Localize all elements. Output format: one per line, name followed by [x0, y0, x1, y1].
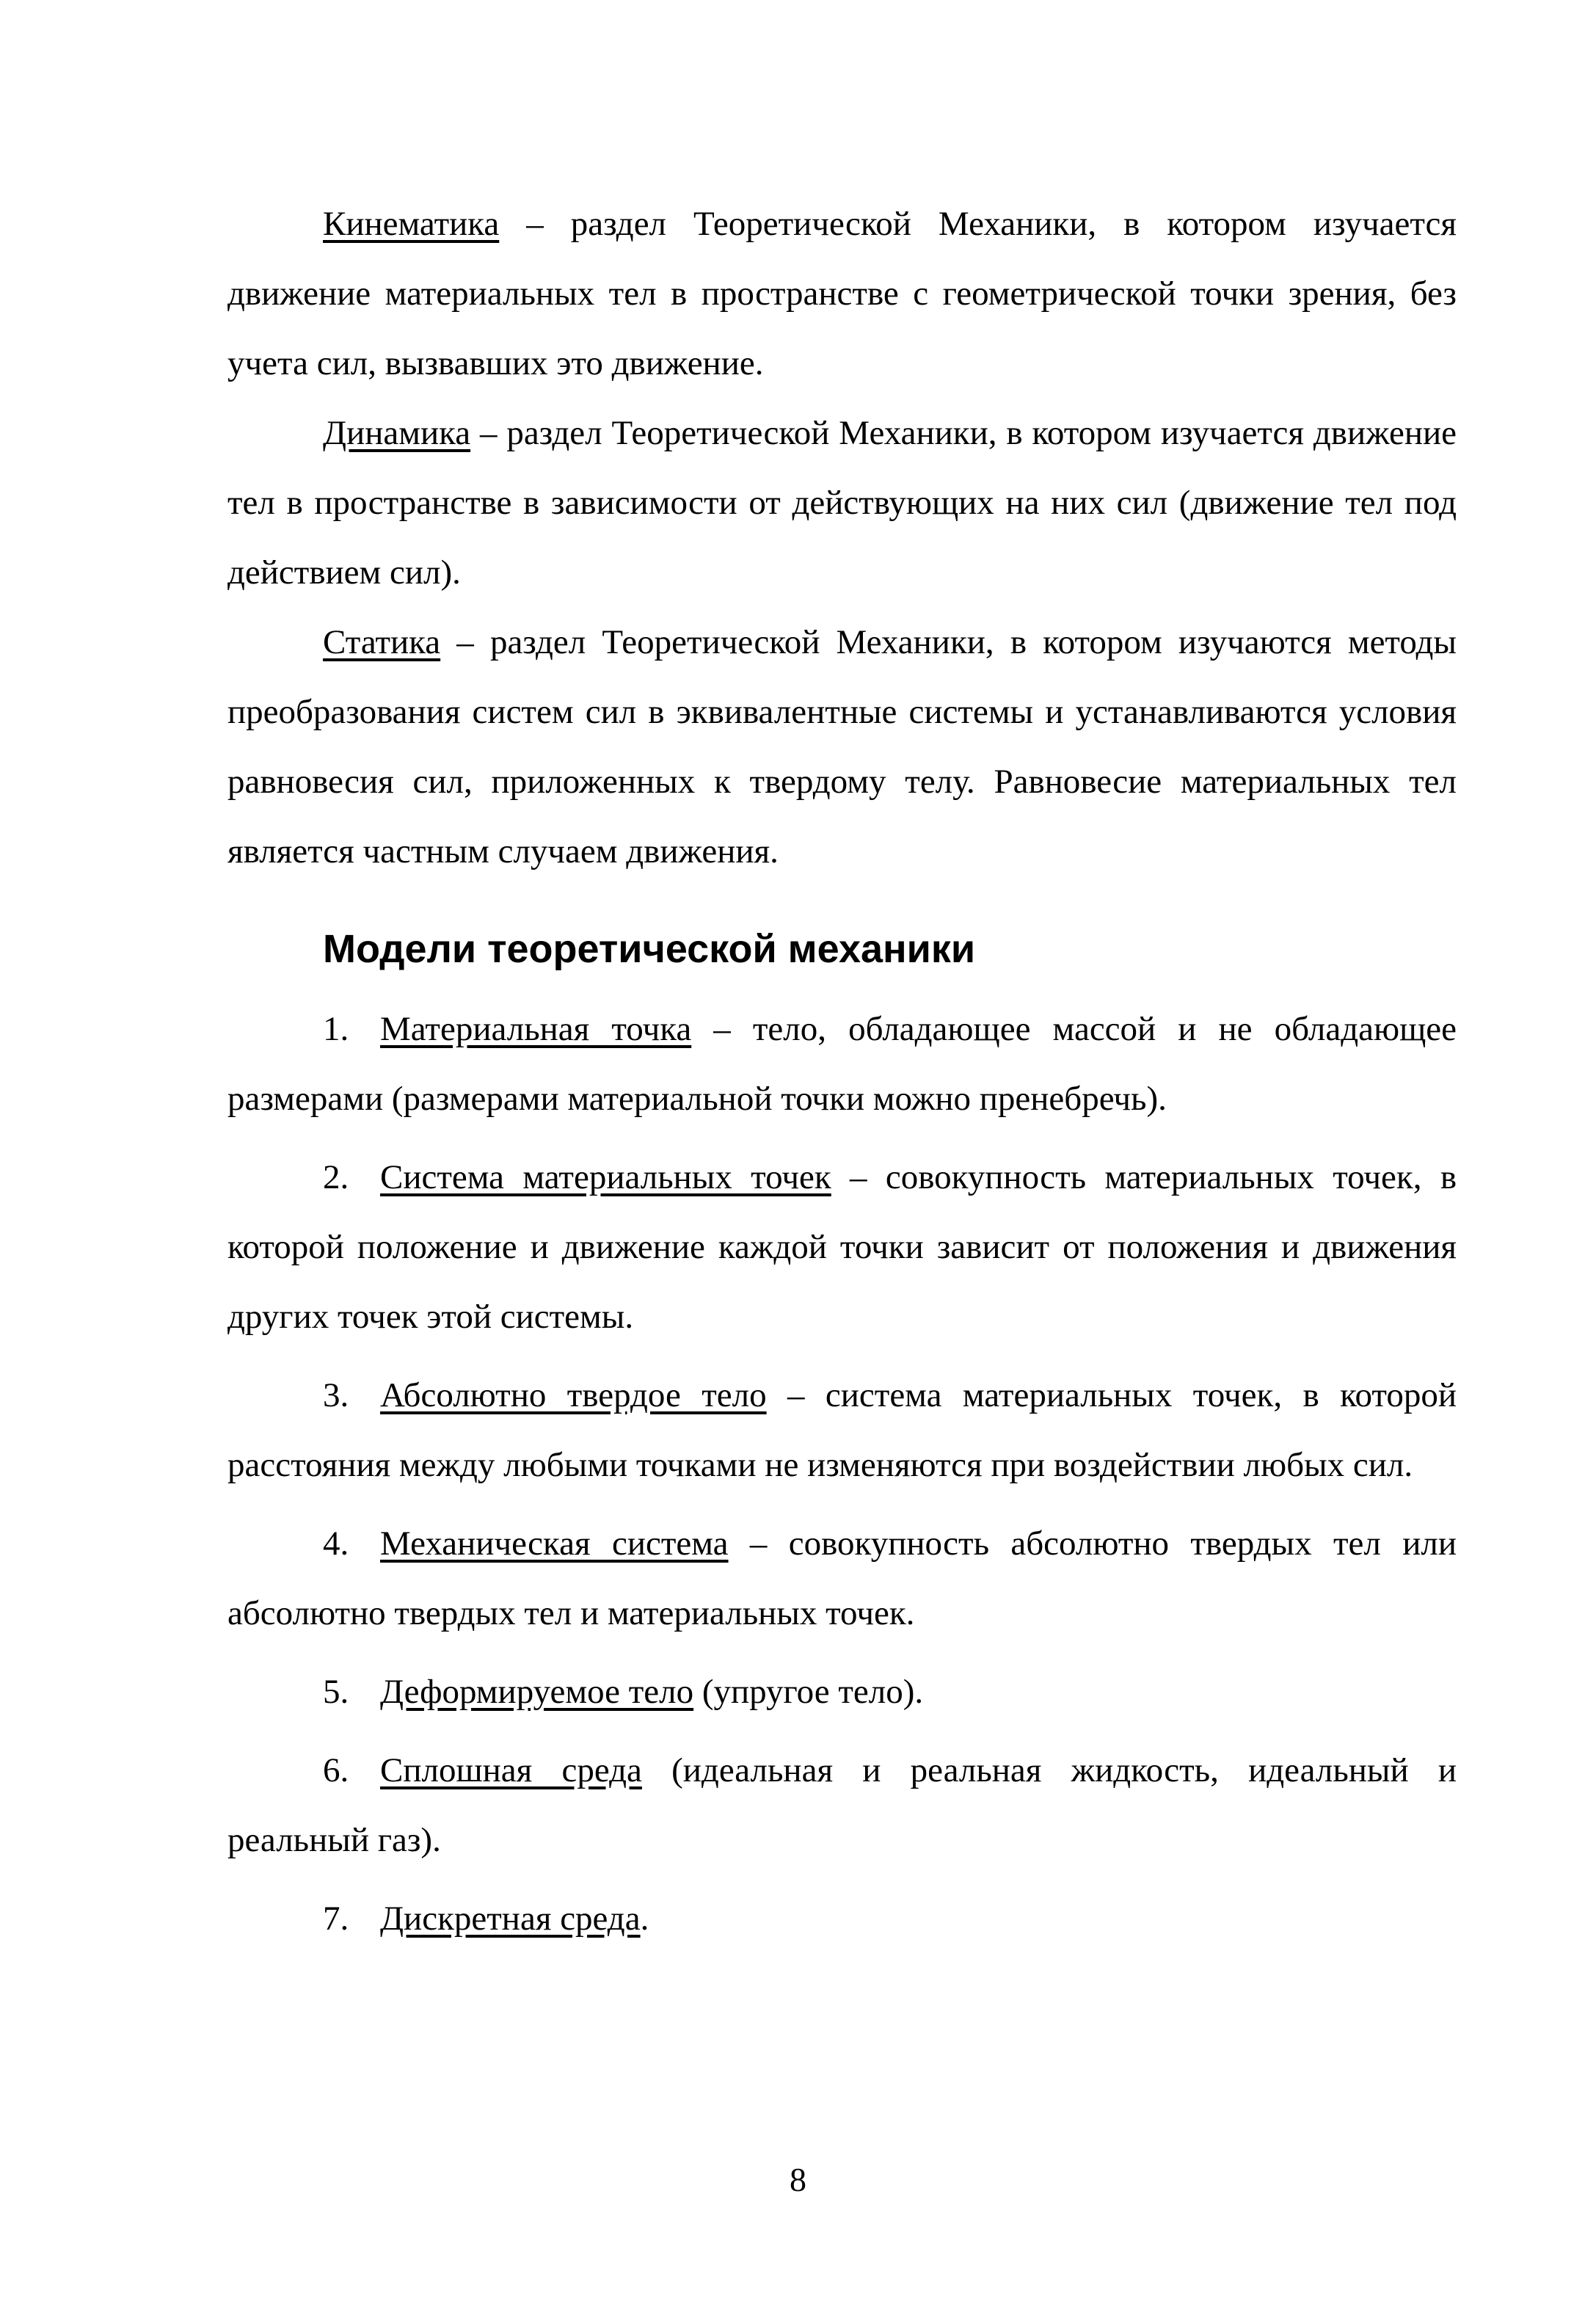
term-material-point: Материальная точка: [380, 1010, 692, 1048]
list-item-material-point: [227, 995, 1457, 1134]
list-item-text: (упругое тело).: [693, 1673, 924, 1711]
list-item-deformable-body: [227, 1657, 1457, 1727]
term-deformable-body: Деформируемое тело: [380, 1673, 694, 1711]
paragraph-kinematics: [227, 189, 1457, 399]
term-kinematics: Кинематика: [323, 205, 500, 243]
list-item-discrete-medium: [227, 1884, 1457, 1954]
list-number: 7.: [323, 1900, 349, 1938]
term-mechanical-system: Механическая система: [380, 1524, 729, 1563]
term-system-of-points: Система материальных точек: [380, 1158, 831, 1196]
list-item-system-of-points: [227, 1143, 1457, 1352]
page-number: 8: [790, 2161, 806, 2198]
paragraph-statics-text: – раздел Теоретической Механики, в котором изучаются методы преобразования систем сил в эквивалентные системы и устанавливаются условия равновесия сил, приложенных к твердому телу. Равновесие материальных тел является частным случаем движения.: [227, 623, 1457, 870]
paragraph-kinematics-text: – раздел Теоретической Механики, в котором изучается движение материальных тел в пространстве с геометрической точки зрения, без учета сил, вызвавших это движение.: [227, 205, 1457, 382]
term-continuum: Сплошная среда: [380, 1751, 642, 1789]
list-number: 5.: [323, 1673, 349, 1711]
list-item-text: – совокупность абсолютно твердых тел или абсолютно твердых тел и материальных точек.: [227, 1524, 1457, 1632]
list-item-mechanical-system: [227, 1509, 1457, 1648]
list-item-text: – тело, обладающее массой и не обладающее размерами (размерами материальной точки можно пренебречь).: [227, 1010, 1457, 1118]
term-rigid-body: Абсолютно твердое тело: [380, 1376, 767, 1414]
list-number: 4.: [323, 1524, 349, 1563]
term-discrete-medium: Дискретная среда: [380, 1900, 641, 1938]
list-item-text: .: [640, 1900, 649, 1938]
list-number: 3.: [323, 1376, 349, 1414]
list-item-text: (идеальная и реальная жидкость, идеальный и реальный газ).: [227, 1751, 1457, 1859]
list-number: 1.: [323, 1010, 349, 1048]
list-number: 2.: [323, 1158, 349, 1196]
list-number: 6.: [323, 1751, 349, 1789]
term-statics: Статика: [323, 623, 441, 661]
term-dynamics: Динамика: [323, 414, 471, 452]
section-heading: Модели теоретической механики: [323, 927, 976, 971]
paragraph-statics: [227, 608, 1457, 887]
list-item-text: – система материальных точек, в которой расстояния между любыми точками не изменяются при воздействии любых сил.: [227, 1376, 1457, 1484]
list-item-rigid-body: [227, 1361, 1457, 1500]
paragraph-dynamics: [227, 399, 1457, 608]
list-item-text: – совокупность материальных точек, в которой положение и движение каждой точки зависит от положения и движения других точек этой системы.: [227, 1158, 1457, 1336]
list-item-continuum: [227, 1736, 1457, 1875]
page-content: [227, 189, 1457, 1954]
paragraph-dynamics-text: – раздел Теоретической Механики, в котором изучается движение тел в пространстве в зависимости от действующих на них сил (движение тел под действием сил).: [227, 414, 1457, 592]
